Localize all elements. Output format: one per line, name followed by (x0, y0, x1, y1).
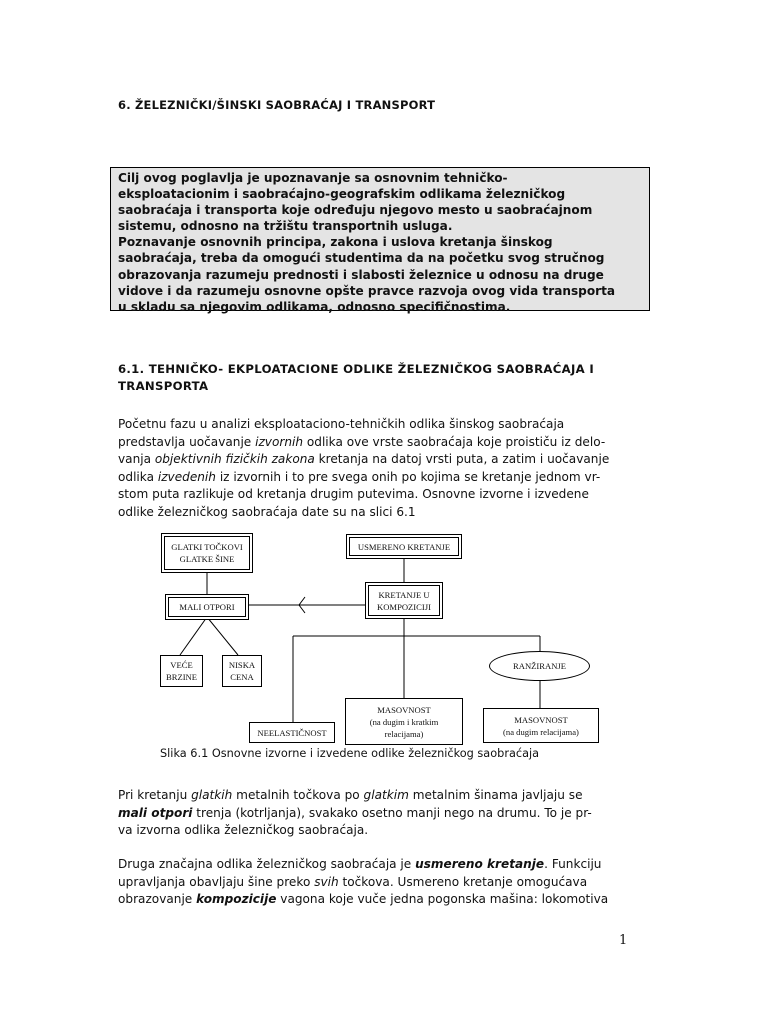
italic-term: izvedenih (157, 469, 216, 484)
box-usmereno-kretanje (349, 537, 459, 556)
objective-line: sistemu, odnosno na tržištu transportnih usluga. (118, 219, 453, 234)
box-label: relacijama) (384, 728, 424, 739)
box-label: USMERENO KRETANJE (357, 541, 451, 552)
objective-line: saobraćaja i transporta koje određuju njegovo mesto u saobraćajnom (118, 203, 593, 218)
objective-line: Poznavanje osnovnih principa, zakona i uslova kretanja šinskog (118, 235, 553, 250)
box-label: (na dugim i kratkim (369, 716, 439, 727)
italic-term: glatkih (191, 788, 233, 802)
paragraph-line (118, 856, 651, 874)
box-niska-cena (222, 655, 262, 687)
box-label: CENA (230, 672, 254, 682)
page-number: 1 (619, 933, 628, 948)
paragraph-mali-otpori (118, 787, 651, 840)
text-run: Pri kretanju (118, 788, 192, 802)
paragraph-line (118, 891, 651, 909)
section-title: 6.1. TEHNIČKO- EKPLOATACIONE ODLIKE ŽELEZNIČKOG SAOBRAĆAJA I TRANSPORTA (118, 362, 594, 393)
text-run: kretanja na datoj vrsti puta, a zatim i uočavanje (314, 452, 610, 466)
box-label: KRETANJE U (378, 589, 430, 600)
box-label: VEĆE (170, 660, 193, 670)
bold-italic-term: mali otpori (118, 805, 193, 820)
text-run: iz izvornih i to pre svega onih po kojima se kretanje jednom vr- (215, 469, 601, 484)
objective-line: Cilj ovog poglavlja je upoznavanje sa osnovnim tehničko- (118, 171, 508, 185)
box-label: GLATKE ŠINE (179, 554, 235, 564)
oval-label: RANŽIRANJE (513, 661, 566, 671)
box-label: KOMPOZICIJI (377, 601, 431, 612)
box-kretanje-u-kompoziciji (368, 585, 440, 616)
text-run: točkova. Usmereno kretanje omogućava (338, 874, 588, 889)
text-run: . Funkciju (544, 857, 602, 871)
italic-term: svih (314, 874, 339, 889)
bold-italic-term: kompozicije (196, 892, 277, 906)
text-run: odlika (118, 469, 158, 484)
box-label: MASOVNOST (514, 714, 568, 725)
box-label: MASOVNOST (377, 704, 431, 715)
box-label: NEELASTIČNOST (257, 727, 327, 738)
text-run: obrazovanje (118, 892, 197, 906)
text-run: metalnim šinama javljaju se (408, 788, 583, 802)
text-run: odlika ove vrste saobraćaja koje proističu iz delo- (303, 434, 606, 449)
box-label: MALI OTPORI (179, 602, 235, 612)
paragraph-line (118, 874, 651, 892)
box-label: NISKA (228, 660, 256, 670)
box-label: GLATKI TOČKOVI (171, 542, 243, 552)
bold-italic-term: usmereno kretanje (415, 857, 545, 871)
italic-term: glatkim (363, 788, 409, 802)
oval-ranziranje (489, 651, 590, 681)
paragraph-usmereno-kretanje (118, 856, 651, 909)
paragraph-line: Početnu fazu u analizi eksploataciono-tehničkih odlika šinskog saobraćaja (118, 417, 565, 431)
italic-term: objektivnih fizičkih zakona (154, 452, 315, 466)
objective-line: saobraćaja, treba da omogući studentima da na početku svog stručnog (118, 251, 605, 266)
paragraph-line: odlike železničkog saobraćaja date su na slici 6.1 (118, 504, 416, 519)
box-neelasticnost (249, 722, 335, 743)
text-run: trenja (kotrljanja), svakako osetno manji nego na drumu. To je pr- (192, 805, 592, 820)
paragraph-line (118, 787, 651, 805)
objective-line: u skladu sa njegovim odlikama, odnosno specifičnostima. (118, 299, 511, 314)
objective-line: vidove i da razumeju osnovne opšte pravce razvoja ovog vida transporta (118, 283, 616, 298)
figure-caption: Slika 6.1 Osnovne izvorne i izvedene odlike železničkog saobraćaja (160, 747, 540, 760)
italic-term: izvornih (255, 434, 304, 449)
box-label: (na dugim relacijama) (503, 726, 579, 737)
text-run: metalnih točkova po (232, 788, 364, 802)
box-mali-otpori (168, 597, 246, 617)
objective-line: eksploatacionim i saobraćajno-geografskim odlikama železničkog (118, 187, 566, 202)
paragraph-line: stom puta razlikuje od kretanja drugim putevima. Osnovne izvorne i izvedene (118, 487, 589, 501)
box-masovnost-duge-kratke (345, 698, 463, 745)
box-glatki-tockovi (164, 536, 250, 570)
paragraph-line: va izvorna odlika železničkog saobraćaja. (118, 823, 369, 837)
paragraph-line (118, 805, 651, 823)
text-run: Druga značajna odlika železničkog saobraćaja je (118, 857, 416, 871)
text-run: predstavlja uočavanje (118, 434, 256, 449)
text-run: vagona koje vuče jedna pogonska mašina: lokomotiva (276, 892, 609, 906)
chapter-title: 6. ŽELEZNIČKI/ŠINSKI SAOBRAĆAJ I TRANSPORT (118, 98, 436, 112)
text-run: vanja (118, 452, 155, 466)
text-run: upravljanja obavljaju šine preko (118, 874, 315, 889)
objective-line: obrazovanja razumeju prednosti i slabosti železnice u odnosu na druge (118, 267, 604, 282)
box-vece-brzine (160, 655, 203, 687)
box-masovnost-duge (483, 708, 599, 743)
box-label: BRZINE (165, 672, 198, 682)
